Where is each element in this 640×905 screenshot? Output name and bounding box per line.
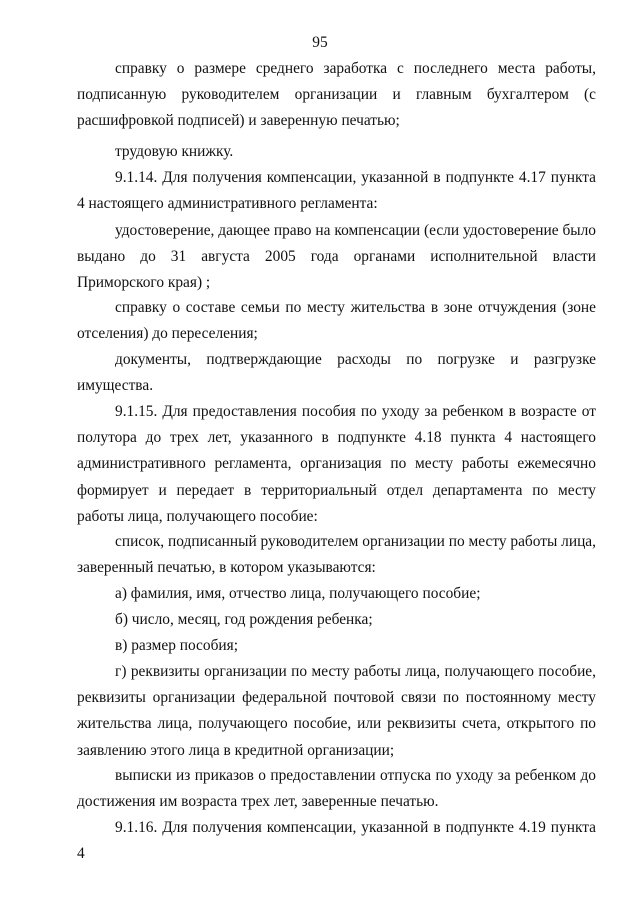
paragraph-9-1-16: 9.1.16. Для получения компенсации, указанной в подпункте 4.19 пункта 4: [77, 819, 596, 863]
paragraph-work-record-book: трудовую книжку.: [115, 143, 234, 160]
paragraph-loading-expenses: документы, подтверждающие расходы по погрузке и разгрузке имущества.: [77, 351, 596, 395]
paragraph-income-certificate: справку о размере среднего заработка с последнего места работы, подписанную руководителем организации и главным бухгалтером (с расшифровкой подписей) и заверенную печатью;: [77, 60, 596, 130]
list-item-g: г) реквизиты организации по месту работы лица, получающего пособие, реквизиты организации федеральной почтовой связи по постоянному месту жительства лица, получающего пособие, или реквизиты счета, открытого по заявлению этого лица в кредитной организации;: [77, 663, 596, 759]
page-number: 95: [312, 34, 328, 51]
paragraph-order-extracts: выписки из приказов о предоставлении отпуска по уходу за ребенком до достижения им возраста трех лет, заверенные печатью.: [77, 767, 596, 811]
paragraph-certificate: удостоверение, дающее право на компенсации (если удостоверение было выдано до 31 августа 2005 года органами исполнительной власти Приморского края) ;: [77, 222, 596, 292]
list-item-a: а) фамилия, имя, отчество лица, получающего пособие;: [115, 585, 481, 602]
list-item-b: б) число, месяц, год рождения ребенка;: [115, 611, 373, 628]
list-item-v: в) размер пособия;: [115, 637, 239, 654]
paragraph-9-1-15: 9.1.15. Для предоставления пособия по уходу за ребенком в возрасте от полутора до трех лет, указанного в подпункте 4.18 пункта 4 настоящего административного регламента, организация по месту работы ежемесячно формирует и передает в территориальный отдел департамента по месту работы лица, получающего пособие:: [77, 403, 596, 525]
paragraph-9-1-14: 9.1.14. Для получения компенсации, указанной в подпункте 4.17 пункта 4 настоящего административного регламента:: [77, 169, 596, 213]
paragraph-signed-list: список, подписанный руководителем организации по месту работы лица, заверенный печатью, в котором указываются:: [77, 533, 596, 577]
paragraph-family-composition: справку о составе семьи по месту жительства в зоне отчуждения (зоне отселения) до переселения;: [77, 299, 596, 343]
